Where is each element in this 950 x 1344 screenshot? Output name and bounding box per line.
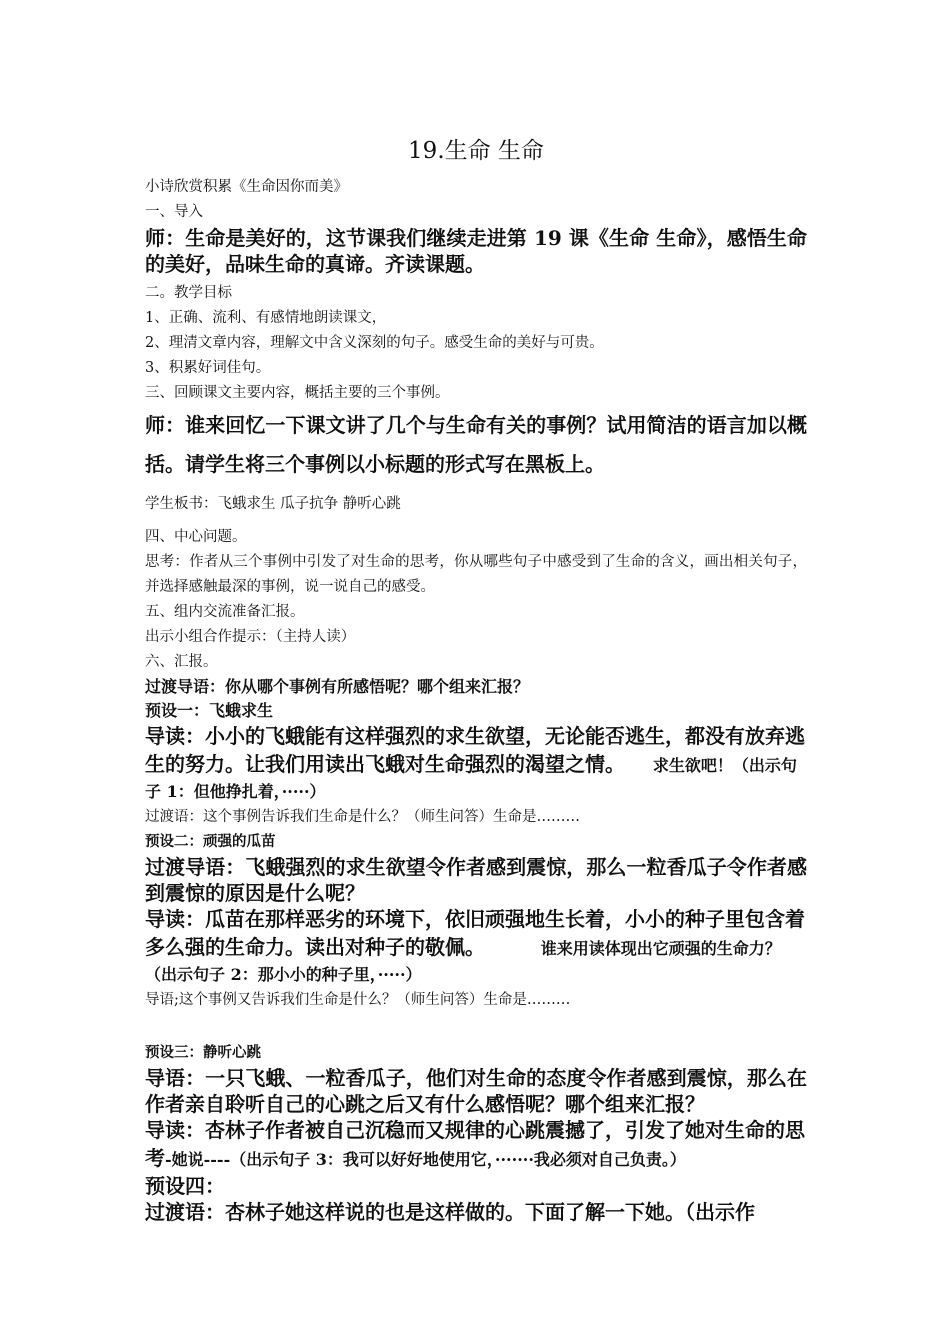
guide-text: 导读：瓜苗在那样恶劣的环境下，依旧顽强地生长着，小小的种子里包含着多么强的生命力。读出对种子的敬佩。 [145, 907, 805, 959]
objective-item: 2、理清文章内容，理解文中含义深刻的句子。感受生命的美好与可贵。 [145, 335, 604, 351]
preset-heading: 预设二：顽强的瓜苗 [145, 833, 276, 850]
section-heading: 五、组内交流准备汇报。 [145, 604, 305, 620]
objective-item: 3、积累好词佳句。 [145, 360, 271, 376]
document-page [145, 132, 807, 1225]
guide-text-small: 求生欲吧！（出示句子 1：但他挣扎着，·····） [145, 756, 797, 801]
transition-line: 过渡语：杏林子她这样说的也是这样做的。下面了解一下她。（出示作 [145, 1200, 755, 1224]
guide-text-small: -她说----（出示句子 3：我可以好好地使用它，·······我必须对自己负责。） [165, 1150, 686, 1169]
guide-paragraph [145, 906, 807, 988]
guide-text: 导读：杏林子作者被自己沉稳而又规律的心跳震撼了，引发了她对生命的思考 [145, 1118, 805, 1170]
section-heading: 六、汇报。 [145, 654, 218, 670]
text-line: 学生板书：飞蛾求生 瓜子抗争 静听心跳 [145, 496, 401, 512]
preset-heading: 预设三：静听心跳 [145, 1044, 261, 1061]
guide-text: 导读：小小的飞蛾能有这样强烈的求生欲望，无论能否逃生，都没有放弃逃生的努力。让我们用读出飞蛾对生命强烈的渴望之情。 [145, 724, 805, 776]
preset-heading: 预设四： [145, 1174, 225, 1198]
document-title: 19.生命 生命 [408, 138, 544, 164]
guide-paragraph [145, 1117, 807, 1173]
guide-text-small: 谁来用读体现出它顽强的生命力？（出示句子 2：那小小的种子里，·····） [145, 939, 781, 984]
section-heading: 四、中心问题。 [145, 529, 247, 545]
transition-line: 过渡导语：你从哪个事例有所感悟呢？哪个组来汇报？ [145, 677, 530, 696]
teacher-line: 师：生命是美好的，这节课我们继续走进第 19 课《生命 生命》，感悟生命的美好，品味生命的真谛。齐读课题。 [145, 226, 807, 276]
guide-paragraph [145, 723, 807, 805]
preset-heading: 预设一：飞蛾求生 [145, 701, 274, 720]
teacher-line: 师：谁来回忆一下课文讲了几个与生命有关的事例？试用简洁的语言加以概括。请学生将三个事例以小标题的形式写在黑板上。 [145, 413, 807, 476]
text-line: 出示小组合作提示：（主持人读） [145, 629, 356, 645]
text-paragraph: 思考：作者从三个事例中引发了对生命的思考，你从哪些句子中感受到了生命的含义，画出相关句子，并选择感触最深的事例，说一说自己的感受。 [145, 554, 807, 595]
text-line: 导语;这个事例又告诉我们生命是什么？（师生问答）生命是……… [145, 992, 571, 1008]
text-line: 小诗欣赏积累《生命因你而美》 [145, 179, 348, 195]
section-heading: 二。教学目标 [145, 285, 232, 301]
text-line: 过渡语：这个事例告诉我们生命是什么？（师生问答）生命是……… [145, 809, 580, 825]
section-heading: 三、回顾课文主要内容，概括主要的三个事例。 [145, 385, 450, 401]
guide-paragraph: 导语：一只飞蛾、一粒香瓜子，他们对生命的态度令作者感到震惊，那么在作者亲自聆听自己的心跳之后又有什么感悟呢？哪个组来汇报？ [145, 1066, 807, 1116]
transition-line: 过渡导语：飞蛾强烈的求生欲望令作者感到震惊，那么一粒香瓜子令作者感到震惊的原因是什么呢？ [145, 855, 807, 905]
objective-item: 1、正确、流利、有感情地朗读课文， [145, 310, 387, 326]
section-heading: 一、导入 [145, 204, 203, 220]
